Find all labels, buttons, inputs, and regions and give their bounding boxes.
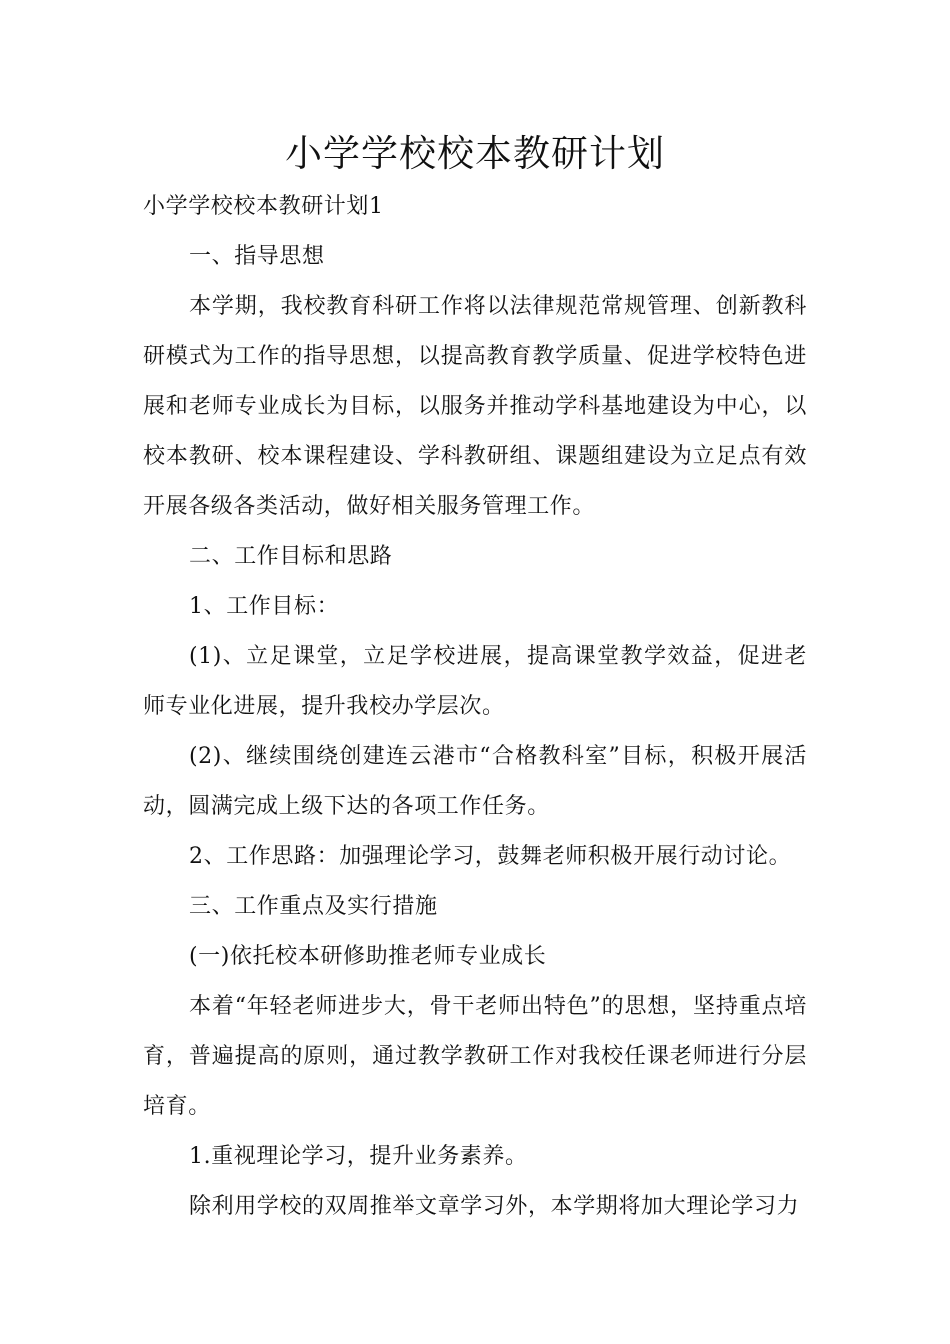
subheading-theory-study: 1.重视理论学习，提升业务素养。 <box>189 1144 528 1169</box>
document-body <box>143 182 807 1232</box>
document-subtitle: 小学学校校本教研计划1 <box>143 194 384 219</box>
section-heading-goals-and-approach: 二、工作目标和思路 <box>189 544 393 569</box>
section-heading-guiding-ideology: 一、指导思想 <box>189 244 325 269</box>
paragraph-goal-2: (2)、继续围绕创建连云港市“合格教科室”目标，积极开展活动，圆满完成上级下达的各项工作任务。 <box>143 744 807 819</box>
document-title: 小学学校校本教研计划 <box>285 132 665 175</box>
subheading-school-based-training: (一)依托校本研修助推老师专业成长 <box>189 944 547 969</box>
subheading-work-goals: 1、工作目标： <box>189 594 340 619</box>
paragraph-theory-study: 除利用学校的双周推举文章学习外，本学期将加大理论学习力 <box>189 1194 800 1219</box>
paragraph-work-approach: 2、工作思路：加强理论学习，鼓舞老师积极开展行动讨论。 <box>189 844 792 869</box>
paragraph-goal-1: (1)、立足课堂，立足学校进展，提高课堂教学效益，促进老师专业化进展，提升我校办学层次。 <box>143 644 807 719</box>
paragraph-tiered-training: 本着“年轻老师进步大，骨干老师出特色”的思想，坚持重点培育，普遍提高的原则，通过教学教研工作对我校任课老师进行分层培育。 <box>143 994 807 1119</box>
paragraph-guiding-ideology: 本学期，我校教育科研工作将以法律规范常规管理、创新教科研模式为工作的指导思想，以提高教育教学质量、促进学校特色进展和老师专业成长为目标，以服务并推动学科基地建设为中心，以校本教研、校本课程建设、学科教研组、课题组建设为立足点有效开展各级各类活动，做好相关服务管理工作。 <box>143 294 807 519</box>
section-heading-key-points-measures: 三、工作重点及实行措施 <box>189 894 438 919</box>
